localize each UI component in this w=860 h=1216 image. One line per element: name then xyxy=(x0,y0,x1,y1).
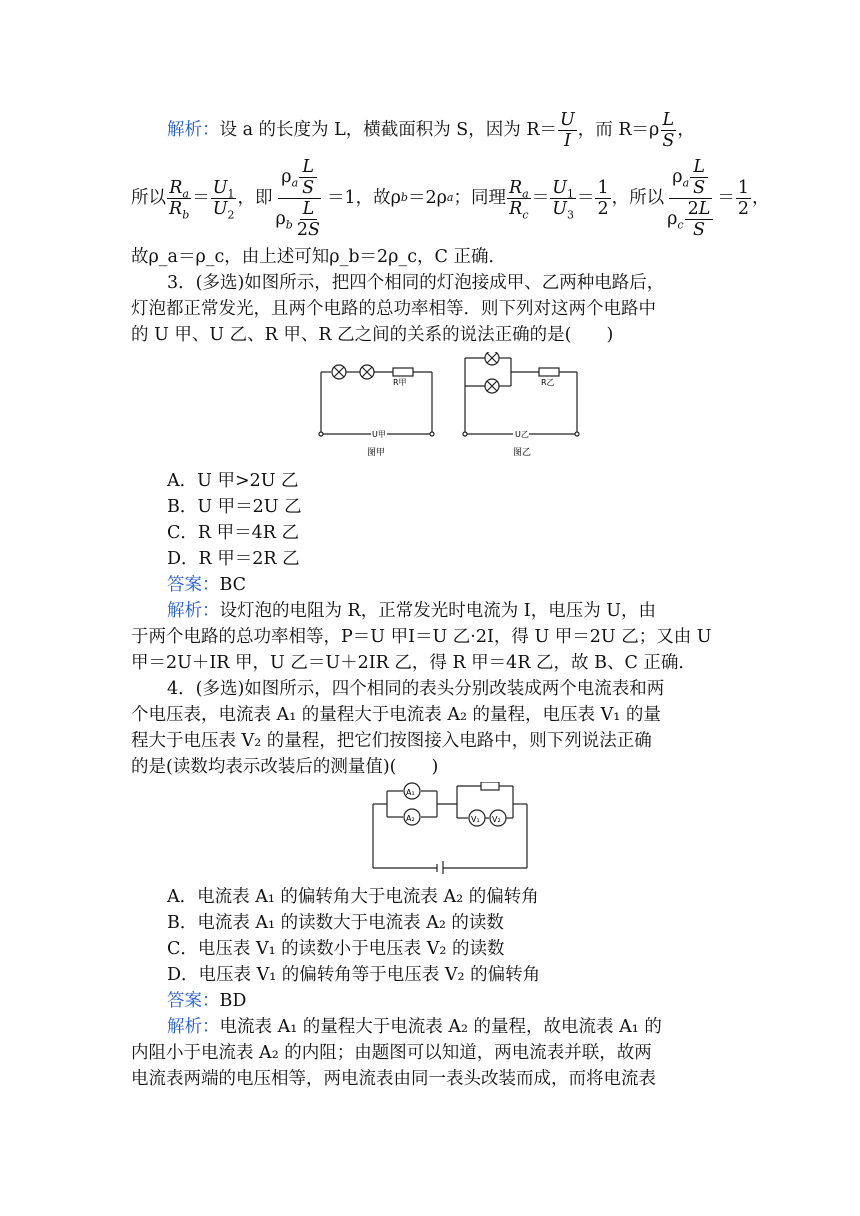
ammeter-a1-label: A₁ xyxy=(406,788,415,797)
u-jia-label: U甲 xyxy=(372,430,386,439)
q4-analysis-1: 解析：电流表 A₁ 的量程大于电流表 A₂ 的量程，故电流表 A₁ 的 xyxy=(167,1017,662,1037)
ammeter-a2-label: A₂ xyxy=(406,814,415,823)
q4-circuit-figure xyxy=(131,782,731,874)
voltmeter-v1-label: V₁ xyxy=(471,815,480,824)
solution-text-a: 设 a 的长度为 L，横截面积为 S，因为 R＝ xyxy=(219,120,558,140)
q3-answer: 答案：BC xyxy=(167,575,247,595)
q3-stem-1: 3．(多选)如图所示，把四个相同的灯泡接成甲、乙两种电路后， xyxy=(167,273,665,293)
solution-label: 解析： xyxy=(167,120,220,140)
solution-text-b: ，而 R＝ρ xyxy=(577,120,660,140)
q3-option-c: C．R 甲＝4R 乙 xyxy=(167,523,300,543)
solution-line-2: 所以 $\frac{R_a}{R_b}$ ＝ $\frac{U_1}{U_2}$ ，即 $\rho_a$ $\frac{L}{S}$ $\rho_b$ $\frac{L}{2S}$ ＝1，故ρ b ＝2ρ a ；同理 $\frac{R_a}{R_c}$ ＝ $\frac{U_1}{U_3}$ ＝ $\frac{1}{2}$ ，所以 $\rho_a$ $\frac{L}{S}$ $\rho_c$ $\frac{2L}{S}$ ＝ $\frac{1}{2}$ ， xyxy=(131,156,770,240)
fraction-u1-u2: $\frac{U_1}{U_2}$ xyxy=(212,177,235,221)
q3-circuit-figure xyxy=(131,352,731,460)
solution-line-3: 故ρ_a＝ρ_c，由上述可知ρ_b＝2ρ_c，C 正确． xyxy=(131,247,506,267)
q3-analysis-1: 解析：设灯泡的电阻为 R，正常发光时电流为 I，电压为 U，由 xyxy=(167,601,657,621)
q4-option-a: A．电流表 A₁ 的偏转角大于电流表 A₂ 的偏转角 xyxy=(167,887,539,907)
q3-option-a: A．U 甲>2U 乙 xyxy=(167,471,299,491)
q4-analysis-2: 内阻小于电流表 A₂ 的内阻；由题图可以知道，两电流表并联，故两 xyxy=(131,1043,652,1063)
q4-analysis-3: 电流表两端的电压相等，两电流表由同一表头改装而成，而将电流表 xyxy=(131,1069,656,1089)
circuit-jia xyxy=(319,365,434,436)
q4-option-c: C．电压表 V₁ 的读数小于电压表 V₂ 的读数 xyxy=(167,939,505,959)
q3-option-d: D．R 甲＝2R 乙 xyxy=(167,549,300,569)
q3-analysis-2: 于两个电路的总功率相等，P＝U 甲I＝U 乙·2I，得 U 甲＝2U 乙；又由 U xyxy=(131,627,712,647)
circuit-yi xyxy=(463,352,579,436)
document-page xyxy=(131,108,770,1092)
q4-option-d: D．电压表 V₁ 的偏转角等于电压表 V₂ 的偏转角 xyxy=(167,965,541,985)
fraction-u-over-i: $\frac{U}{I}$ xyxy=(560,109,575,151)
voltmeter-v2-label: V₂ xyxy=(492,815,501,824)
q3-stem-3: 的 U 甲、U 乙、R 甲、R 乙之间的关系的说法正确的是( ) xyxy=(131,325,614,345)
figure-jia-caption: 图甲 xyxy=(367,448,386,458)
fraction-ra-rc: $\frac{R_a}{R_c}$ xyxy=(508,177,529,221)
q4-option-b: B．电流表 A₁ 的读数大于电流表 A₂ 的读数 xyxy=(167,913,504,933)
q3-analysis-3: 甲＝2U＋IR 甲，U 乙＝U＋2IR 乙，得 R 甲＝4R 乙，故 B、C 正确． xyxy=(131,653,696,673)
u-yi-label: U乙 xyxy=(515,430,529,439)
q4-stem-2: 个电压表，电流表 A₁ 的量程大于电流表 A₂ 的量程，电压表 V₁ 的量 xyxy=(131,705,661,725)
r-yi-label: R乙 xyxy=(541,378,555,387)
solution-line-1: 解析： 设 a 的长度为 L，横截面积为 S，因为 R＝ $\frac{U}{I}$ ，而 R＝ρ $\frac{L}{S}$ ， xyxy=(167,109,695,151)
q3-option-b: B．U 甲＝2U 乙 xyxy=(167,497,302,517)
q4-answer: 答案：BD xyxy=(167,991,247,1011)
fraction-rho-ratio-2: $\rho_a$ $\frac{L}{S}$ $\rho_c$ $\frac{2L}{S}$ xyxy=(664,157,717,240)
q3-stem-2: 灯泡都正常发光，且两个电路的总功率相等．则下列对这两个电路中 xyxy=(131,299,656,319)
r-jia-label: R甲 xyxy=(393,378,407,387)
q4-stem-3: 程大于电压表 V₂ 的量程，把它们按图接入电路中，则下列说法正确 xyxy=(131,731,652,751)
q4-stem-4: 的是(读数均表示改装后的测量值)( ) xyxy=(131,757,439,777)
fraction-rho-ratio-1: $\rho_a$ $\frac{L}{S}$ $\rho_b$ $\frac{L}{2S}$ xyxy=(275,156,320,240)
fraction-ra-rb: $\frac{R_a}{R_b}$ xyxy=(169,177,190,221)
q4-stem-1: 4．(多选)如图所示，四个相同的表头分别改装成两个电流表和两 xyxy=(167,679,665,699)
figure-yi-caption: 图乙 xyxy=(513,448,532,458)
fraction-l-over-s: $\frac{L}{S}$ xyxy=(662,109,675,151)
